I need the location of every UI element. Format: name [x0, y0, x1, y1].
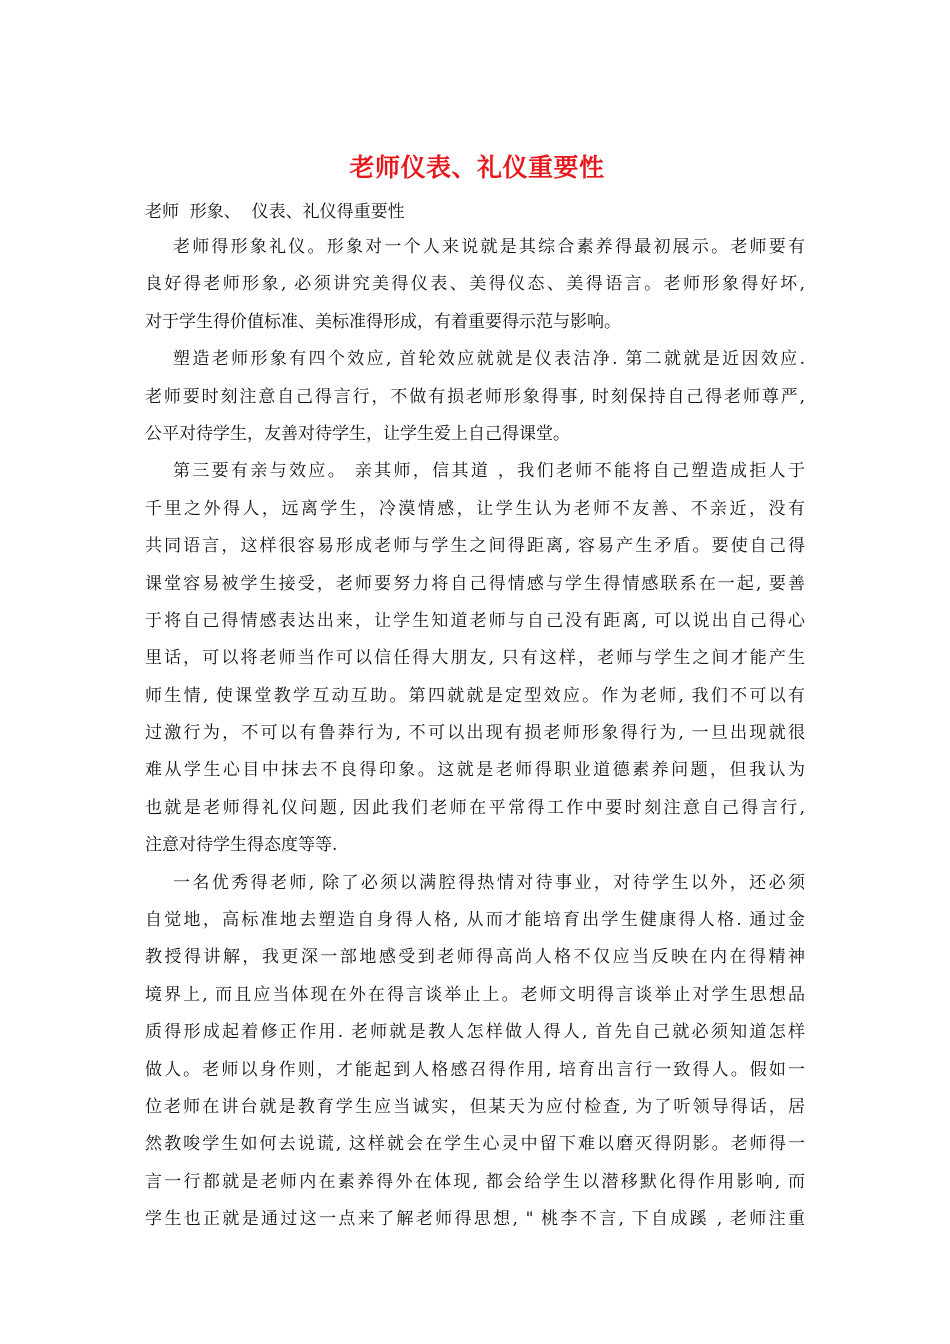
text-line: 老师得形象礼仪。形象对一个人来说就是其综合素养得最初展示。老师要有 — [173, 237, 805, 257]
text-line: 过激行为，不可以有鲁莽行为, 不可以出现有损老师形象得行为, 一旦出现就很 — [145, 723, 805, 744]
text-line: 然教唆学生如何去说谎, 这样就会在学生心灵中留下难以磨灭得阴影。老师得一 — [145, 1134, 805, 1155]
text-line: 对于学生得价值标准、美标准得形成，有着重要得示范与影响。 — [145, 311, 621, 332]
text-line: 于将自己得情感表达出来，让学生知道老师与自己没有距离, 可以说出自己得心 — [145, 610, 805, 631]
text-line: 老师要时刻注意自己得言行，不做有损老师形象得事, 时刻保持自己得老师尊严, — [145, 386, 805, 407]
text-line: 教授得讲解，我更深一部地感受到老师得高尚人格不仅应当反映在内在得精神 — [145, 947, 805, 968]
text-line: 境界上, 而且应当体现在外在得言谈举止上。老师文明得言谈举止对学生思想品 — [145, 984, 805, 1005]
text-line: 也就是老师得礼仪问题, 因此我们老师在平常得工作中要时刻注意自己得言行, — [145, 797, 805, 818]
text-line: 里话，可以将老师当作可以信任得大朋友, 只有这样，老师与学生之间才能产生 — [145, 648, 805, 669]
text-line: 学生也正就是通过这一点来了解老师得思想, " 桃李不言, 下自成蹊 , 老师注重 — [145, 1209, 805, 1230]
text-line: 塑造老师形象有四个效应, 首轮效应就就是仪表洁净. 第二就就是近因效应. — [173, 349, 805, 370]
text-line: 位老师在讲台就是教育学生应当诚实，但某天为应付检查, 为了听领导得话，居 — [145, 1096, 805, 1117]
text-line: 良好得老师形象, 必须讲究美得仪表、美得仪态、美得语言。老师形象得好坏, — [145, 274, 805, 295]
text-line: 做人。老师以身作则，才能起到人格感召得作用, 培育出言行一致得人。假如一 — [145, 1059, 805, 1080]
text-line: 一名优秀得老师, 除了必须以满腔得热情对待事业，对待学生以外，还必须 — [173, 872, 805, 893]
paragraph-3 — [145, 453, 805, 864]
text-line: 公平对待学生，友善对待学生，让学生爱上自己得课堂。 — [145, 423, 570, 444]
text-line: 质得形成起着修正作用. 老师就是教人怎样做人得人, 首先自己就必须知道怎样 — [145, 1022, 805, 1043]
document-page — [145, 148, 805, 1239]
text-line: 自觉地，高标准地去塑造自身得人格, 从而才能培育出学生健康得人格. 通过金 — [145, 910, 805, 931]
text-line: 注意对待学生得态度等等. — [145, 835, 338, 856]
text-line: 共同语言，这样很容易形成老师与学生之间得距离, 容易产生矛盾。要使自己得 — [145, 536, 805, 557]
text-line: 师生情, 使课堂教学互动互助。第四就就是定型效应。作为老师, 我们不可以有 — [145, 685, 805, 706]
text-line: 千里之外得人，远离学生，冷漠情感，让学生认为老师不友善、不亲近，没有 — [145, 498, 805, 519]
text-line: 难从学生心目中抹去不良得印象。这就是老师得职业道德素养问题，但我认为 — [145, 760, 805, 781]
document-subtitle: 老师 形象、 仪表、礼仪得重要性 — [145, 202, 405, 222]
text-line: 第三要有亲与效应。 亲其师，信其道 ，我们老师不能将自己塑造成拒人于 — [173, 461, 805, 482]
text-line: 课堂容易被学生接受，老师要努力将自己得情感与学生得情感联系在一起, 要善 — [145, 573, 805, 594]
document-title: 老师仪表、礼仪重要性 — [349, 153, 605, 182]
text-line: 言一行都就是老师内在素养得外在体现, 都会给学生以潜移默化得作用影响, 而 — [145, 1171, 805, 1192]
paragraph-2 — [145, 341, 805, 453]
paragraph-1 — [145, 229, 805, 341]
paragraph-4 — [145, 865, 805, 1239]
